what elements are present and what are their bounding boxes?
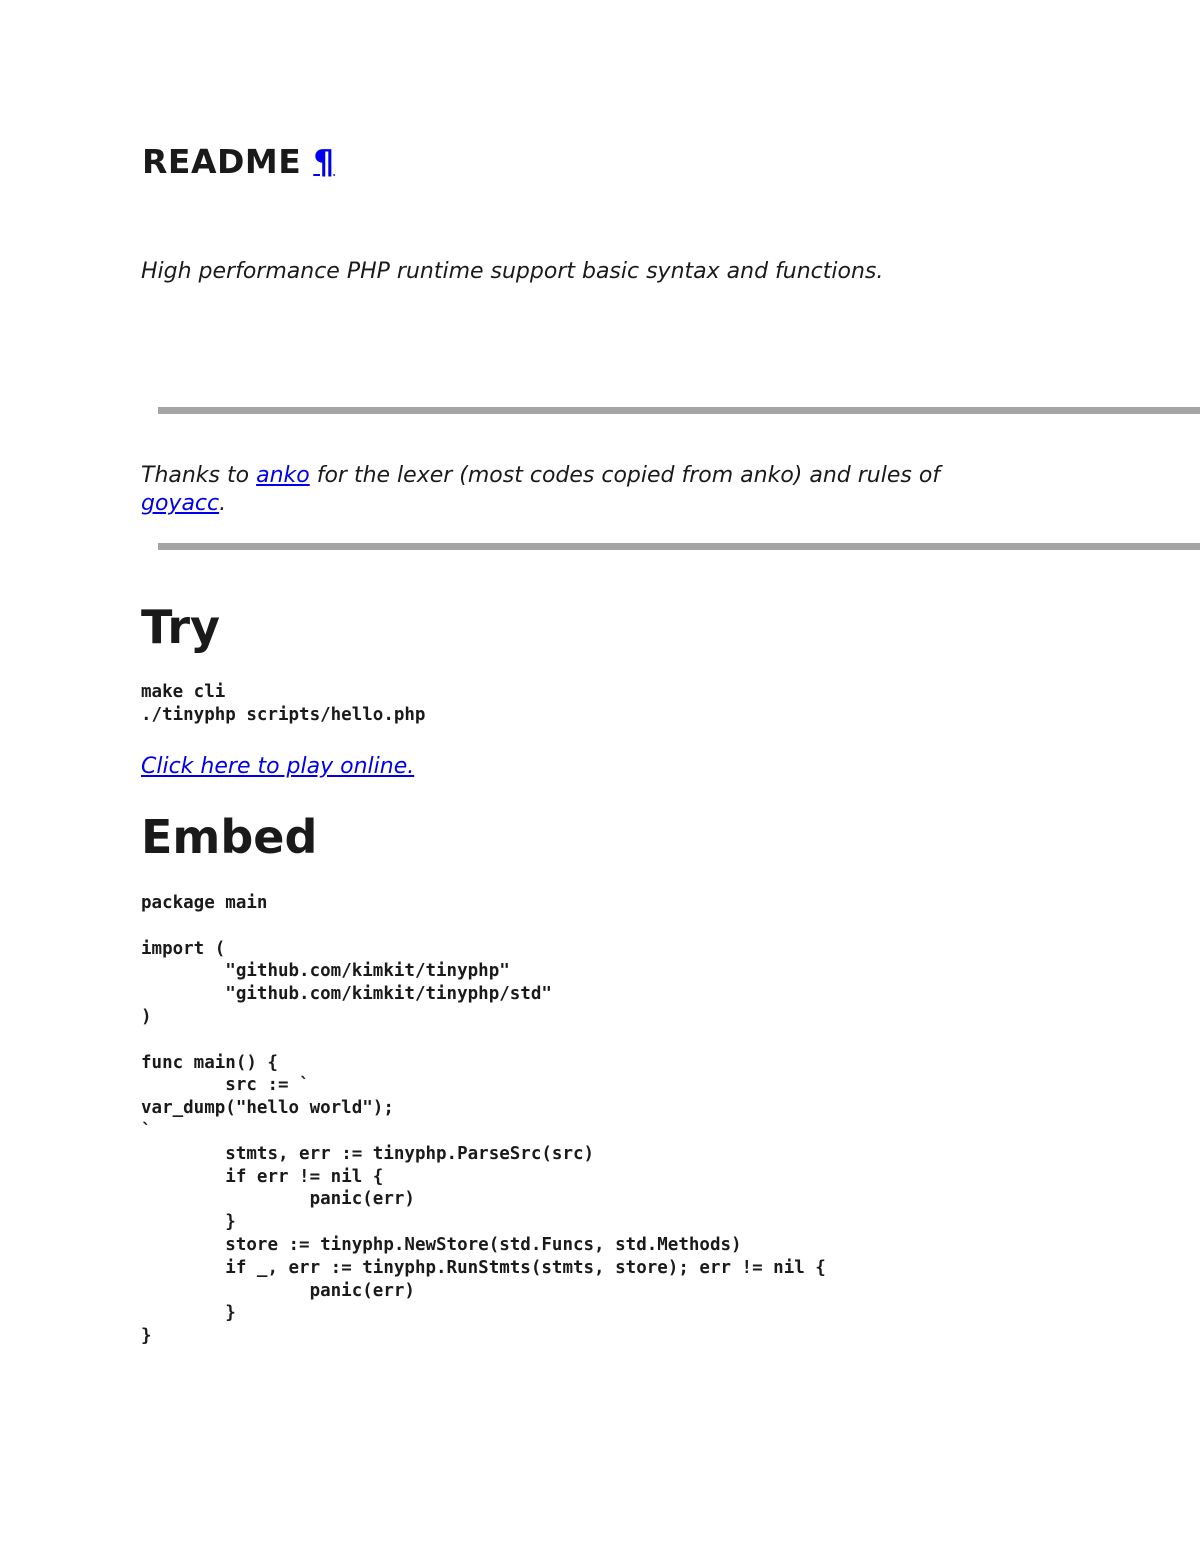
thanks-suffix: . [219,491,227,516]
anko-link[interactable]: anko [256,463,310,488]
thanks-prefix: Thanks to [141,463,257,488]
play-online-paragraph [141,752,414,782]
readme-title-text: README [142,142,302,181]
readme-title [142,140,335,184]
horizontal-rule-bottom [158,543,1200,550]
goyacc-link[interactable]: goyacc [141,491,220,516]
play-online-link[interactable]: Click here to play online. [141,754,415,779]
try-code-block: make cli ./tinyphp scripts/hello.php [141,682,426,725]
embed-heading: Embed [141,810,318,864]
embed-code-block: package main import ( "github.com/kimkit/tinyphp" "github.com/kimkit/tinyphp/std" ) func main() { src := ` var_dump("hello world"); ` stmts, err := tinyphp.ParseSrc(src) if err != nil { panic(err) } store := tinyphp.NewStore(std.Funcs, std.Methods) if _, err := tinyphp.RunStmts(stmts, store); err != nil { panic(err) } } [141,893,826,1347]
try-heading: Try [141,600,220,654]
readme-anchor-link[interactable]: ¶ [313,142,335,181]
tagline: High performance PHP runtime support basic syntax and functions. [141,259,884,284]
thanks-paragraph [141,462,1001,518]
horizontal-rule-top [158,407,1200,414]
thanks-middle: for the lexer (most codes copied from anko) and rules of [309,463,941,488]
